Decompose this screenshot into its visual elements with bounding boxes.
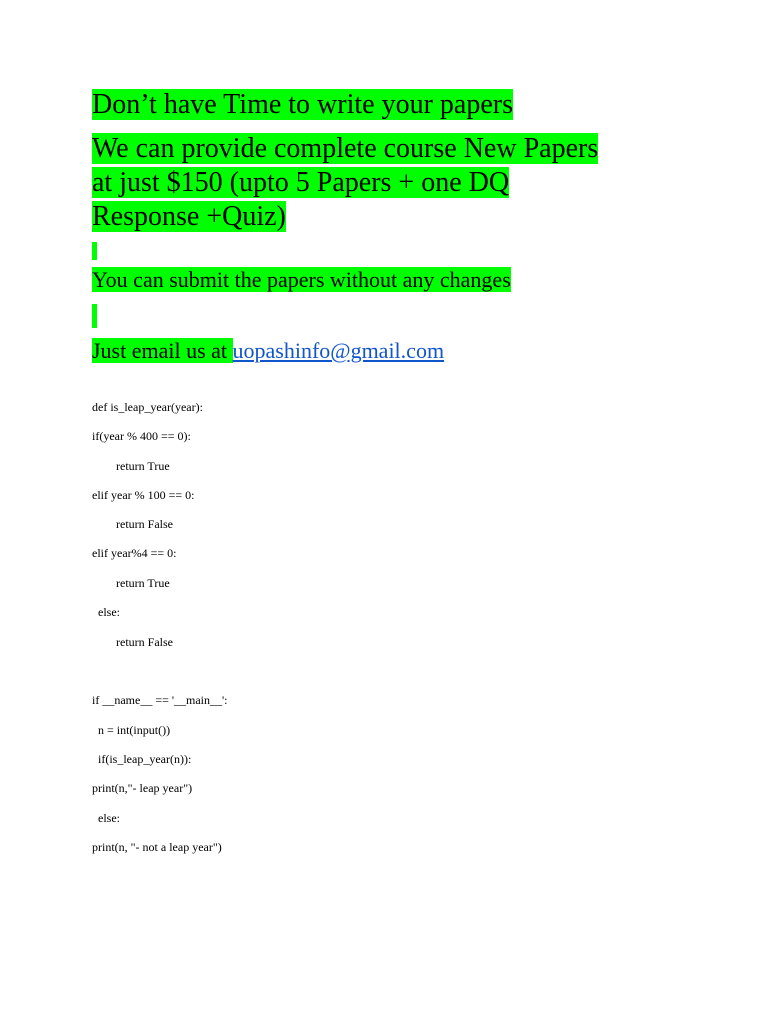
ad-offer-text-3: Response +Quiz) [92, 201, 286, 232]
code-line: print(n, "- not a leap year") [92, 840, 222, 854]
code-line: if(is_leap_year(n)): [92, 752, 192, 766]
code-line: elif year%4 == 0: [92, 546, 177, 560]
code-line: else: [92, 811, 120, 825]
highlight-marker [92, 304, 97, 328]
ad-offer-line-2 [92, 166, 509, 200]
code-line: return False [104, 517, 173, 531]
code-line: print(n,"- leap year") [92, 781, 193, 795]
ad-offer-line-1 [92, 132, 598, 166]
code-line: def is_leap_year(year): [92, 400, 203, 414]
code-line: return False [104, 635, 173, 649]
ad-offer-text-1: We can provide complete course New Papers [92, 133, 599, 164]
ad-offer-line-3 [92, 200, 286, 234]
ad-note-line [92, 267, 511, 293]
highlight-marker [92, 242, 97, 260]
ad-email-prefix: Just email us at [92, 338, 233, 363]
ad-offer-text-2: at just $150 (upto 5 Papers + one DQ [92, 167, 510, 198]
email-link[interactable]: uopashinfo@gmail.com [232, 338, 445, 363]
code-line: if(year % 400 == 0): [92, 429, 191, 443]
ad-email-line [92, 338, 444, 364]
code-line: n = int(input()) [92, 723, 171, 737]
code-line: elif year % 100 == 0: [92, 488, 195, 502]
ad-headline-text: Don’t have Time to write your papers [92, 89, 513, 120]
ad-note-text: You can submit the papers without any changes [92, 267, 511, 292]
code-line: if __name__ == '__main__': [92, 693, 228, 707]
ad-headline [92, 88, 513, 122]
code-line: return True [104, 459, 170, 473]
code-line: else: [92, 605, 120, 619]
code-line: return True [104, 576, 170, 590]
